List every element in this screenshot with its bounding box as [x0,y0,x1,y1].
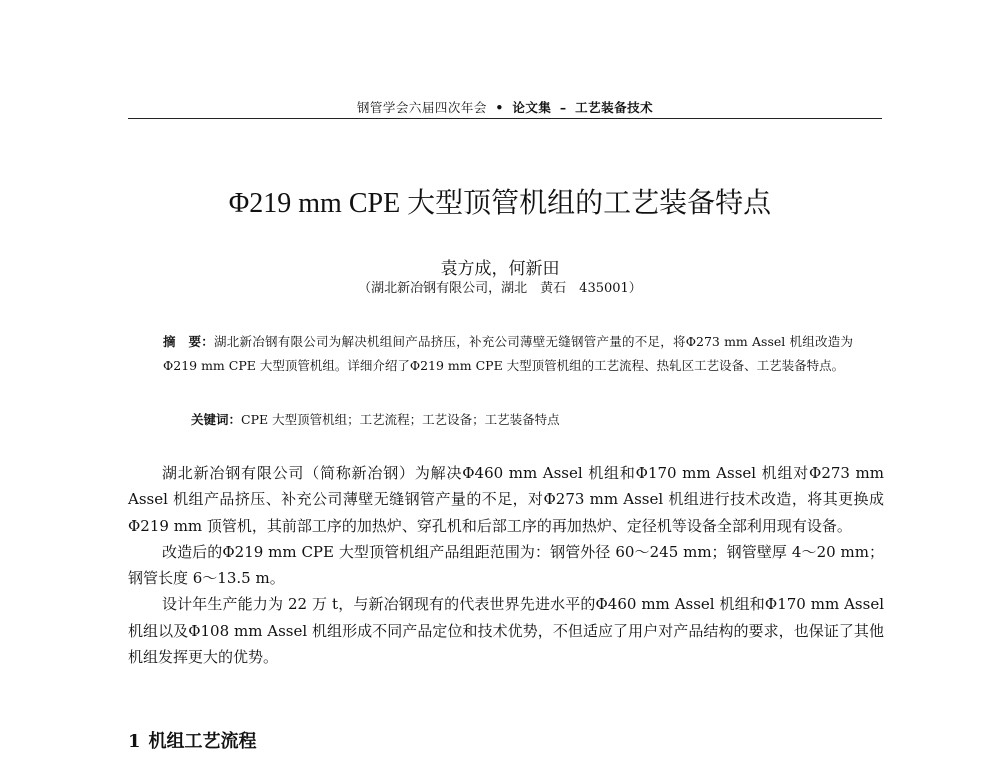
section-title: 机组工艺流程 [148,731,257,752]
body-text [128,460,884,670]
abstract-label: 摘 要： [163,334,214,349]
conference-name: 钢管学会六届四次年会 [356,100,487,115]
bullet-separator: • [495,100,504,115]
paper-title: Φ219 mm CPE 大型顶管机组的工艺装备特点 [228,188,772,219]
affiliation: （湖北新冶钢有限公司，湖北 黄石 435001） [358,281,642,296]
abstract [163,330,853,378]
section-number: 1 [128,731,141,752]
authors: 袁方成，何新田 [440,259,560,279]
keywords-label: 关键词： [191,412,242,427]
keywords-text: CPE 大型顶管机组；工艺流程；工艺设备；工艺装备特点 [241,412,560,427]
dash-separator: – [559,100,567,115]
topic-name: 工艺装备技术 [575,100,654,115]
running-head [128,98,882,116]
collection-name: 论文集 [512,100,552,115]
paragraph-3: 设计年生产能力为 22 万 t，与新冶钢现有的代表世界先进水平的Φ460 mm Assel 机组和Φ170 mm Assel 机组以及Φ108 mm Assel 机组形成不同产品定位和技术优势，不但适应了用户对产品结构的要求，也保证了其他机组发挥更大的优势。 [128,595,884,667]
header-rule [128,118,882,119]
abstract-text: 湖北新冶钢有限公司为解决机组间产品挤压，补充公司薄壁无缝钢管产量的不足，将Φ273 mm Assel 机组改造为Φ219 mm CPE 大型顶管机组。详细介绍了Φ219 mm CPE 大型顶管机组的工艺流程、热轧区工艺设备、工艺装备特点。 [163,334,853,373]
section-heading [128,727,257,753]
paragraph-1: 湖北新冶钢有限公司（简称新冶钢）为解决Φ460 mm Assel 机组和Φ170 mm Assel 机组对Φ273 mm Assel 机组产品挤压、补充公司薄壁无缝钢管产量的不足，对Φ273 mm Assel 机组进行技术改造，将其更换成Φ219 mm 顶管机，其前部工序的加热炉、穿孔机和后部工序的再加热炉、定径机等设备全部利用现有设备。 [128,464,884,535]
paragraph-2: 改造后的Φ219 mm CPE 大型顶管机组产品组距范围为：钢管外径 60～245 mm；钢管壁厚 4～20 mm；钢管长度 6～13.5 m。 [128,542,884,588]
keywords [191,409,851,431]
